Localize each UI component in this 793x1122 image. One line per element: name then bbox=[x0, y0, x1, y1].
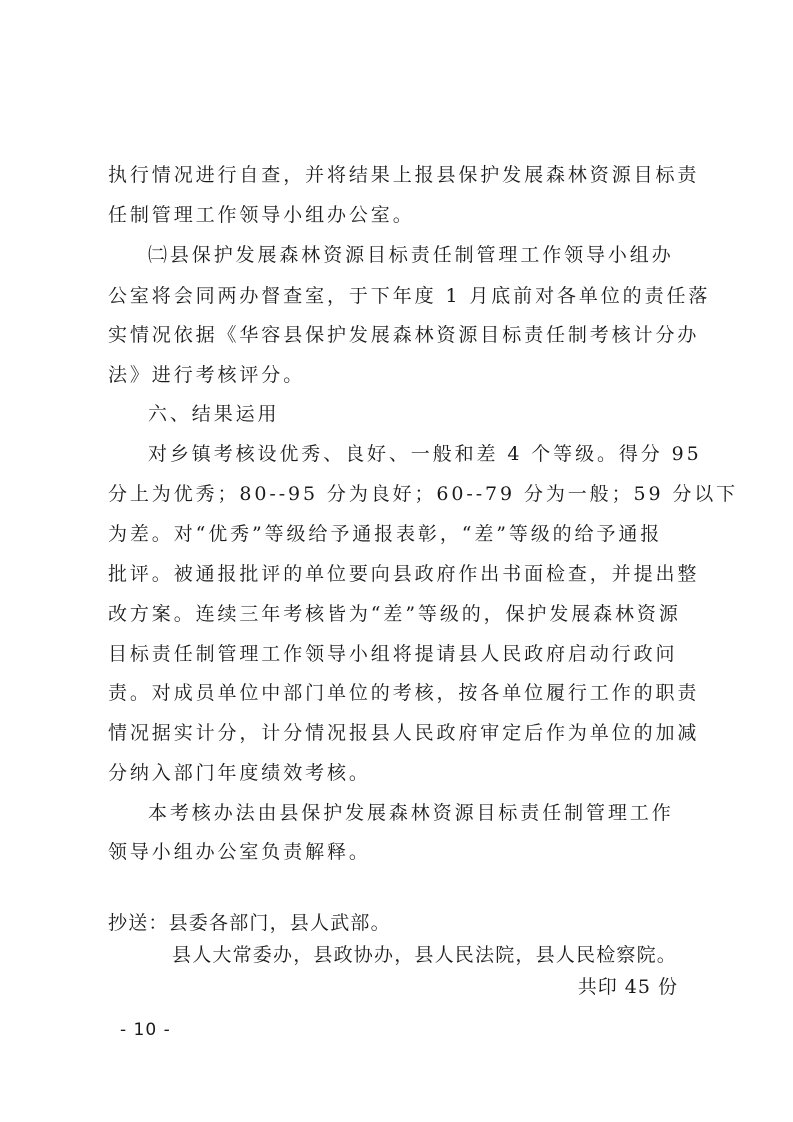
cc-line-1: 抄送：县委各部门，县人武部。 bbox=[108, 912, 391, 934]
section-heading: 六、结果运用 bbox=[148, 403, 280, 425]
body-line: 法》进行考核评分。 bbox=[108, 364, 306, 386]
body-line: 责。对成员单位中部门单位的考核，按各单位履行工作的职责 bbox=[108, 682, 700, 704]
print-count: 共印 45 份 bbox=[577, 976, 678, 998]
body-line: 分上为优秀；80--95 分为良好；60--79 分为一般；59 分以下 bbox=[108, 483, 739, 505]
body-line: 领导小组办公室负责解释。 bbox=[108, 841, 371, 863]
body-line: 执行情况进行自查，并将结果上报县保护发展森林资源目标责 bbox=[108, 164, 700, 186]
body-line: ㈡县保护发展森林资源目标责任制管理工作领导小组办 bbox=[148, 244, 674, 266]
body-line: 批评。被通报批评的单位要向县政府作出书面检查，并提出整 bbox=[108, 563, 700, 585]
body-line: 实情况依据《华容县保护发展森林资源目标责任制考核计分办 bbox=[108, 324, 700, 346]
page-number: - 10 - bbox=[120, 1020, 171, 1040]
body-line: 任制管理工作领导小组办公室。 bbox=[108, 204, 415, 226]
body-line: 本考核办法由县保护发展森林资源目标责任制管理工作 bbox=[148, 802, 674, 824]
body-line: 公室将会同两办督查室，于下年度 1 月底前对各单位的责任落 bbox=[108, 285, 711, 307]
body-line: 分纳入部门年度绩效考核。 bbox=[108, 762, 371, 784]
cc-line-2: 县人大常委办，县政协办，县人民法院，县人民检察院。 bbox=[172, 944, 678, 966]
body-line: 改方案。连续三年考核皆为“差”等级的，保护发展森林资源 bbox=[108, 603, 681, 625]
body-line: 对乡镇考核设优秀、良好、一般和差 4 个等级。得分 95 bbox=[148, 443, 702, 465]
body-line: 目标责任制管理工作领导小组将提请县人民政府启动行政问 bbox=[108, 643, 678, 665]
body-line: 为差。对“优秀”等级给予通报表彰，“差”等级的给予通报 bbox=[108, 523, 663, 545]
body-line: 情况据实计分，计分情况报县人民政府审定后作为单位的加减 bbox=[108, 722, 700, 744]
